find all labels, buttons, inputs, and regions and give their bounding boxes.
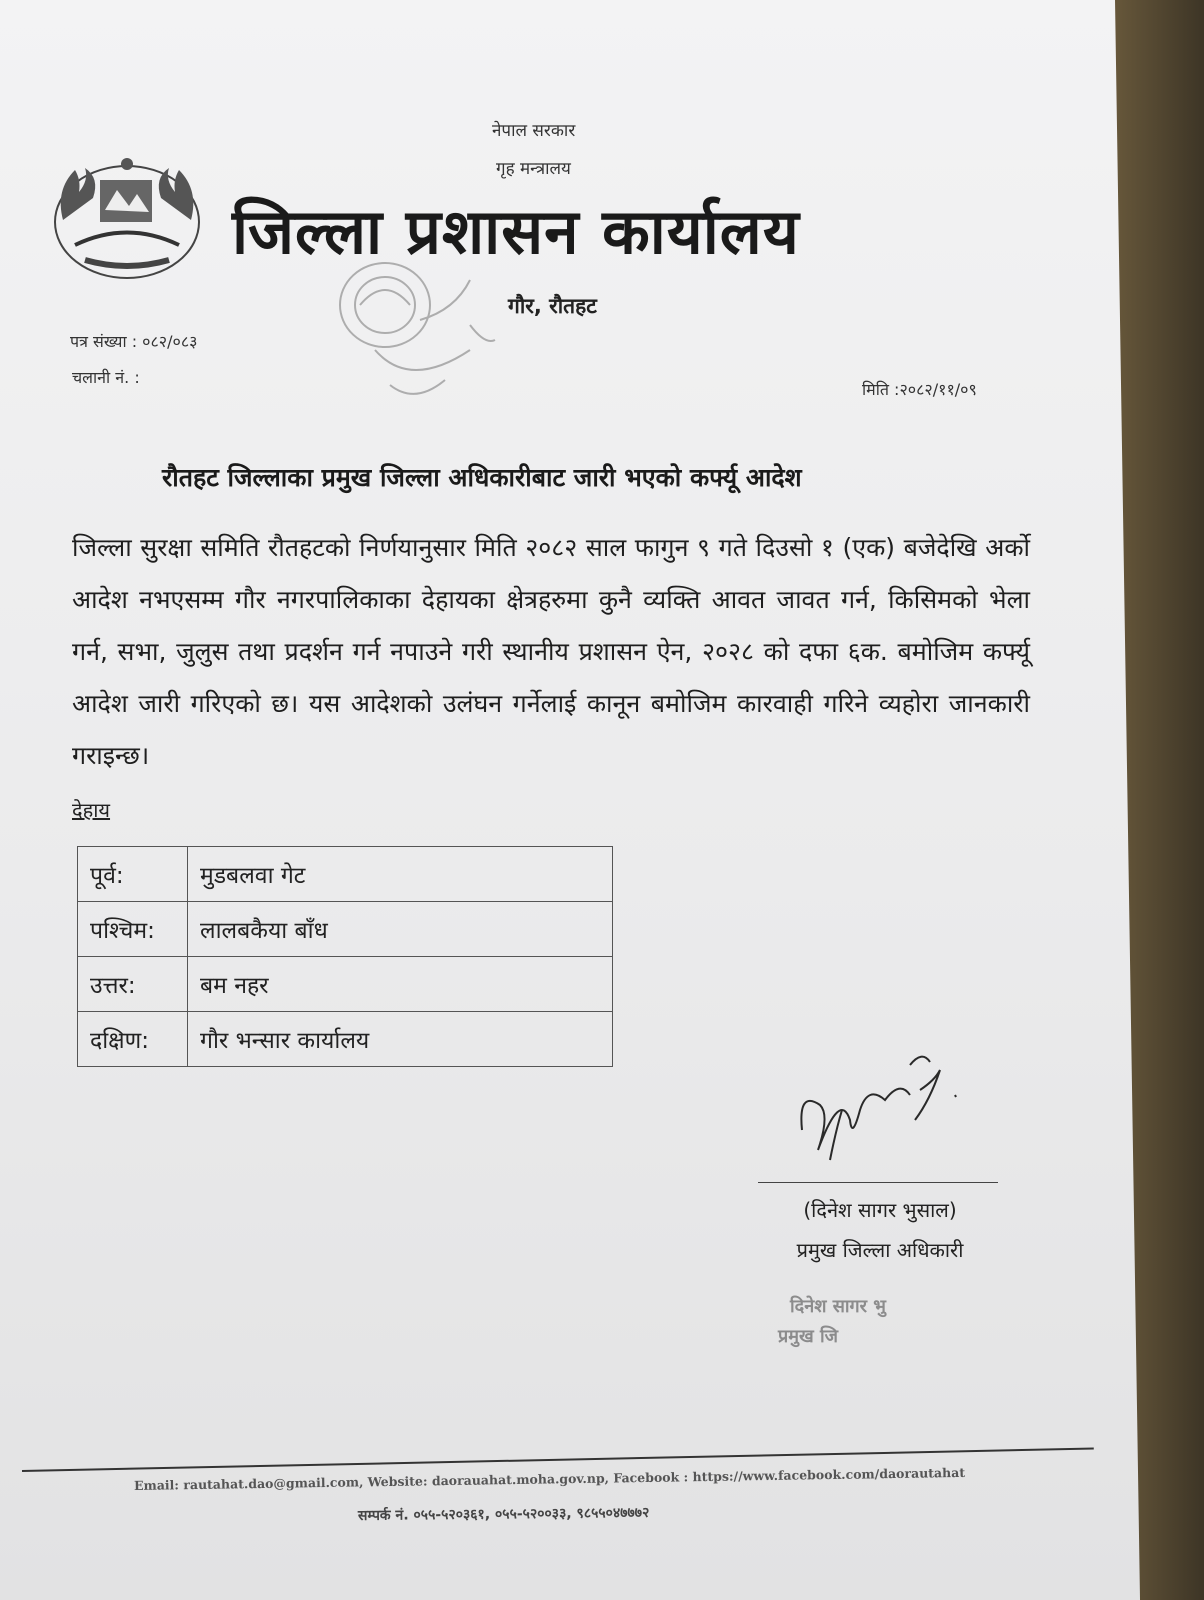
letter-date: मिति :२०८२/११/०९ [862, 380, 977, 399]
direction-key: दक्षिण: [78, 1012, 188, 1067]
table-row [78, 902, 613, 957]
table-row [78, 847, 613, 902]
directions-table [77, 846, 613, 1067]
direction-key: पश्चिम: [78, 902, 188, 957]
office-seal-icon [320, 250, 520, 420]
signer-name: (दिनेश सागर भुसाल) [803, 1198, 957, 1222]
order-body: जिल्ला सुरक्षा समिति रौतहटको निर्णयानुसार मिति २०८२ साल फागुन ९ गते दिउसो १ (एक) बजेदेखि अर्को आदेश नभएसम्म गौर नगरपालिकाका देहायका क्षेत्रहरुमा कुनै व्यक्ति आवत जावत गर्न, किसिमको भेला गर्न, सभा, जुलुस तथा प्रदर्शन गर्न नपाउने गरी स्थानीय प्रशासन ऐन, २०२८ को दफा ६क. बमोजिम कर्फ्यू आदेश जारी गरिएको छ। यस आदेशको उलंघन गर्नेलाई कानून बमोजिम कारवाही गरिने व्यहोरा जानकारी गराइन्छ। [72, 533, 1030, 770]
dispatch-number: चलानी नं. : [72, 368, 140, 387]
footer-phone: सम्पर्क नं. ०५५-५२०३६१, ०५५-५२००३३, ९८५५०४७७७२ [357, 1504, 650, 1524]
table-row [78, 957, 613, 1012]
letter-number: पत्र संख्या : ०८२/०८३ [70, 332, 198, 351]
office-title: जिल्ला प्रशासन कार्यालय [232, 195, 800, 268]
footer-contact: Email: rautahat.dao@gmail.com, Website: daorauahat.moha.gov.np, Facebook : https://www.facebook.com/daorautahat [133, 1464, 966, 1493]
government-name: नेपाल सरकार [492, 121, 576, 141]
name-stamp-line2: प्रमुख जि [778, 1326, 839, 1347]
signer-designation: प्रमुख जिल्ला अधिकारी [796, 1238, 964, 1262]
direction-key: पूर्व: [78, 847, 188, 902]
direction-value: गौर भन्सार कार्यालय [188, 1012, 613, 1067]
nepal-emblem-icon [45, 150, 210, 285]
subject-heading: रौतहट जिल्लाका प्रमुख जिल्ला अधिकारीबाट जारी भएको कर्फ्यू आदेश [162, 463, 802, 492]
table-row [78, 1012, 613, 1067]
direction-value: मुडबलवा गेट [188, 847, 613, 902]
direction-value: लालबकैया बाँध [188, 902, 613, 957]
ministry-name: गृह मन्त्रालय [496, 159, 571, 179]
signature-line [758, 1182, 998, 1183]
name-stamp-line1: दिनेश सागर भु [790, 1296, 886, 1317]
direction-value: बम नहर [188, 957, 613, 1012]
directions-label: देहाय [72, 798, 111, 822]
signature-mark [790, 1050, 980, 1180]
direction-key: उत्तर: [78, 957, 188, 1012]
office-location: गौर, रौतहट [508, 294, 597, 318]
